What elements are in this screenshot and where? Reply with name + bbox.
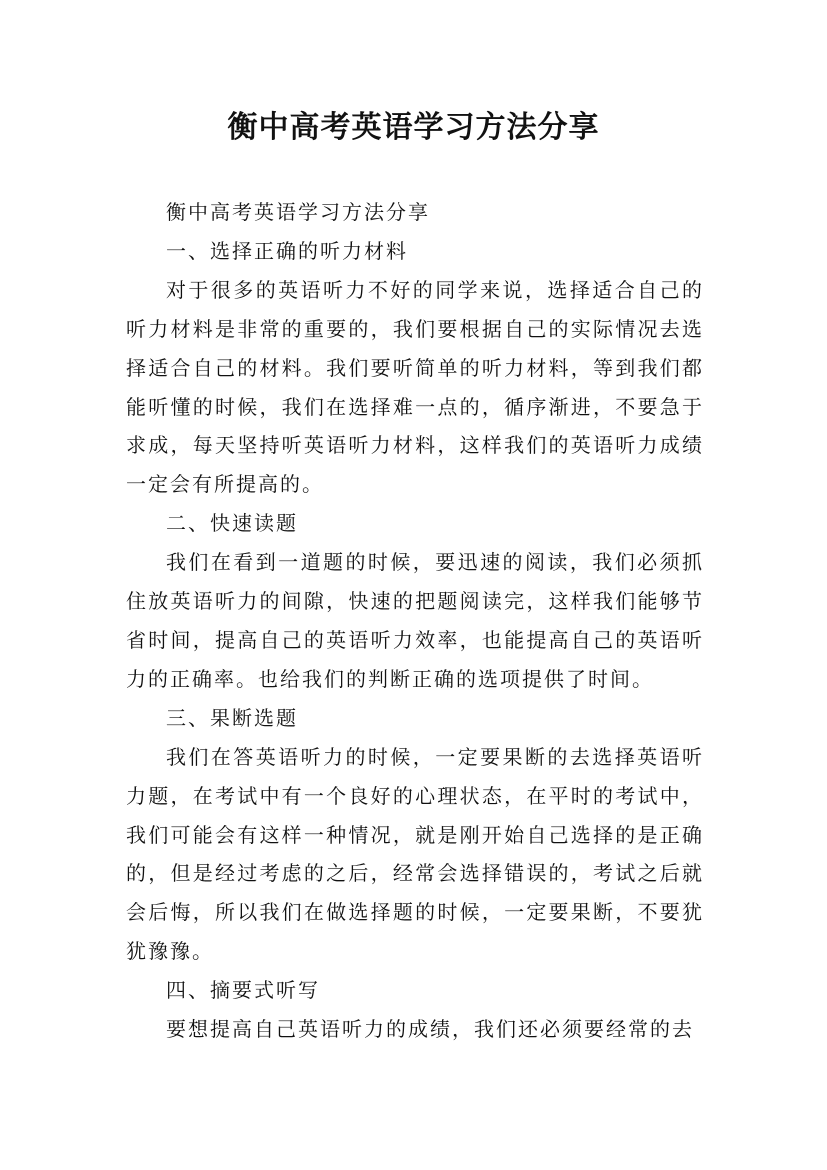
section-heading-3: 三、果断选题 <box>166 705 298 730</box>
document-title: 衡中高考英语学习方法分享 <box>227 110 600 145</box>
body-paragraph: 对于很多的英语听力不好的同学来说，选择适合自己的听力材料是非常的重要的，我们要根据自己的实际情况去选择适合自己的材料。我们要听简单的听力材料，等到我们都能听懂的时候，我们在选择难一点的，循序渐进，不要急于求成，每天坚持听英语听力材料，这样我们的英语听力成绩一定会有所提高的。 <box>126 277 704 497</box>
subtitle-paragraph: 衡中高考英语学习方法分享 <box>166 200 430 224</box>
body-paragraph: 我们在看到一道题的时候，要迅速的阅读，我们必须抓住放英语听力的间隙，快速的把题阅读完，这样我们能够节省时间，提高自己的英语听力效率，也能提高自己的英语听力的正确率。也给我们的判断正确的选项提供了时间。 <box>126 550 704 691</box>
body-paragraph: 我们在答英语听力的时候，一定要果断的去选择英语听力题，在考试中有一个良好的心理状态，在平时的考试中，我们可能会有这样一种情况，就是刚开始自己选择的是正确的，但是经过考虑的之后，经常会选择错误的，考试之后就会后悔，所以我们在做选择题的时候，一定要果断，不要犹犹豫豫。 <box>126 744 704 964</box>
section-heading-1: 一、选择正确的听力材料 <box>166 238 408 263</box>
body-paragraph: 要想提高自己英语听力的成绩，我们还必须要经常的去 <box>166 1017 694 1042</box>
section-heading-2: 二、快速读题 <box>166 511 298 536</box>
document-body <box>126 193 704 1049</box>
section-heading-4: 四、摘要式听写 <box>166 978 320 1003</box>
